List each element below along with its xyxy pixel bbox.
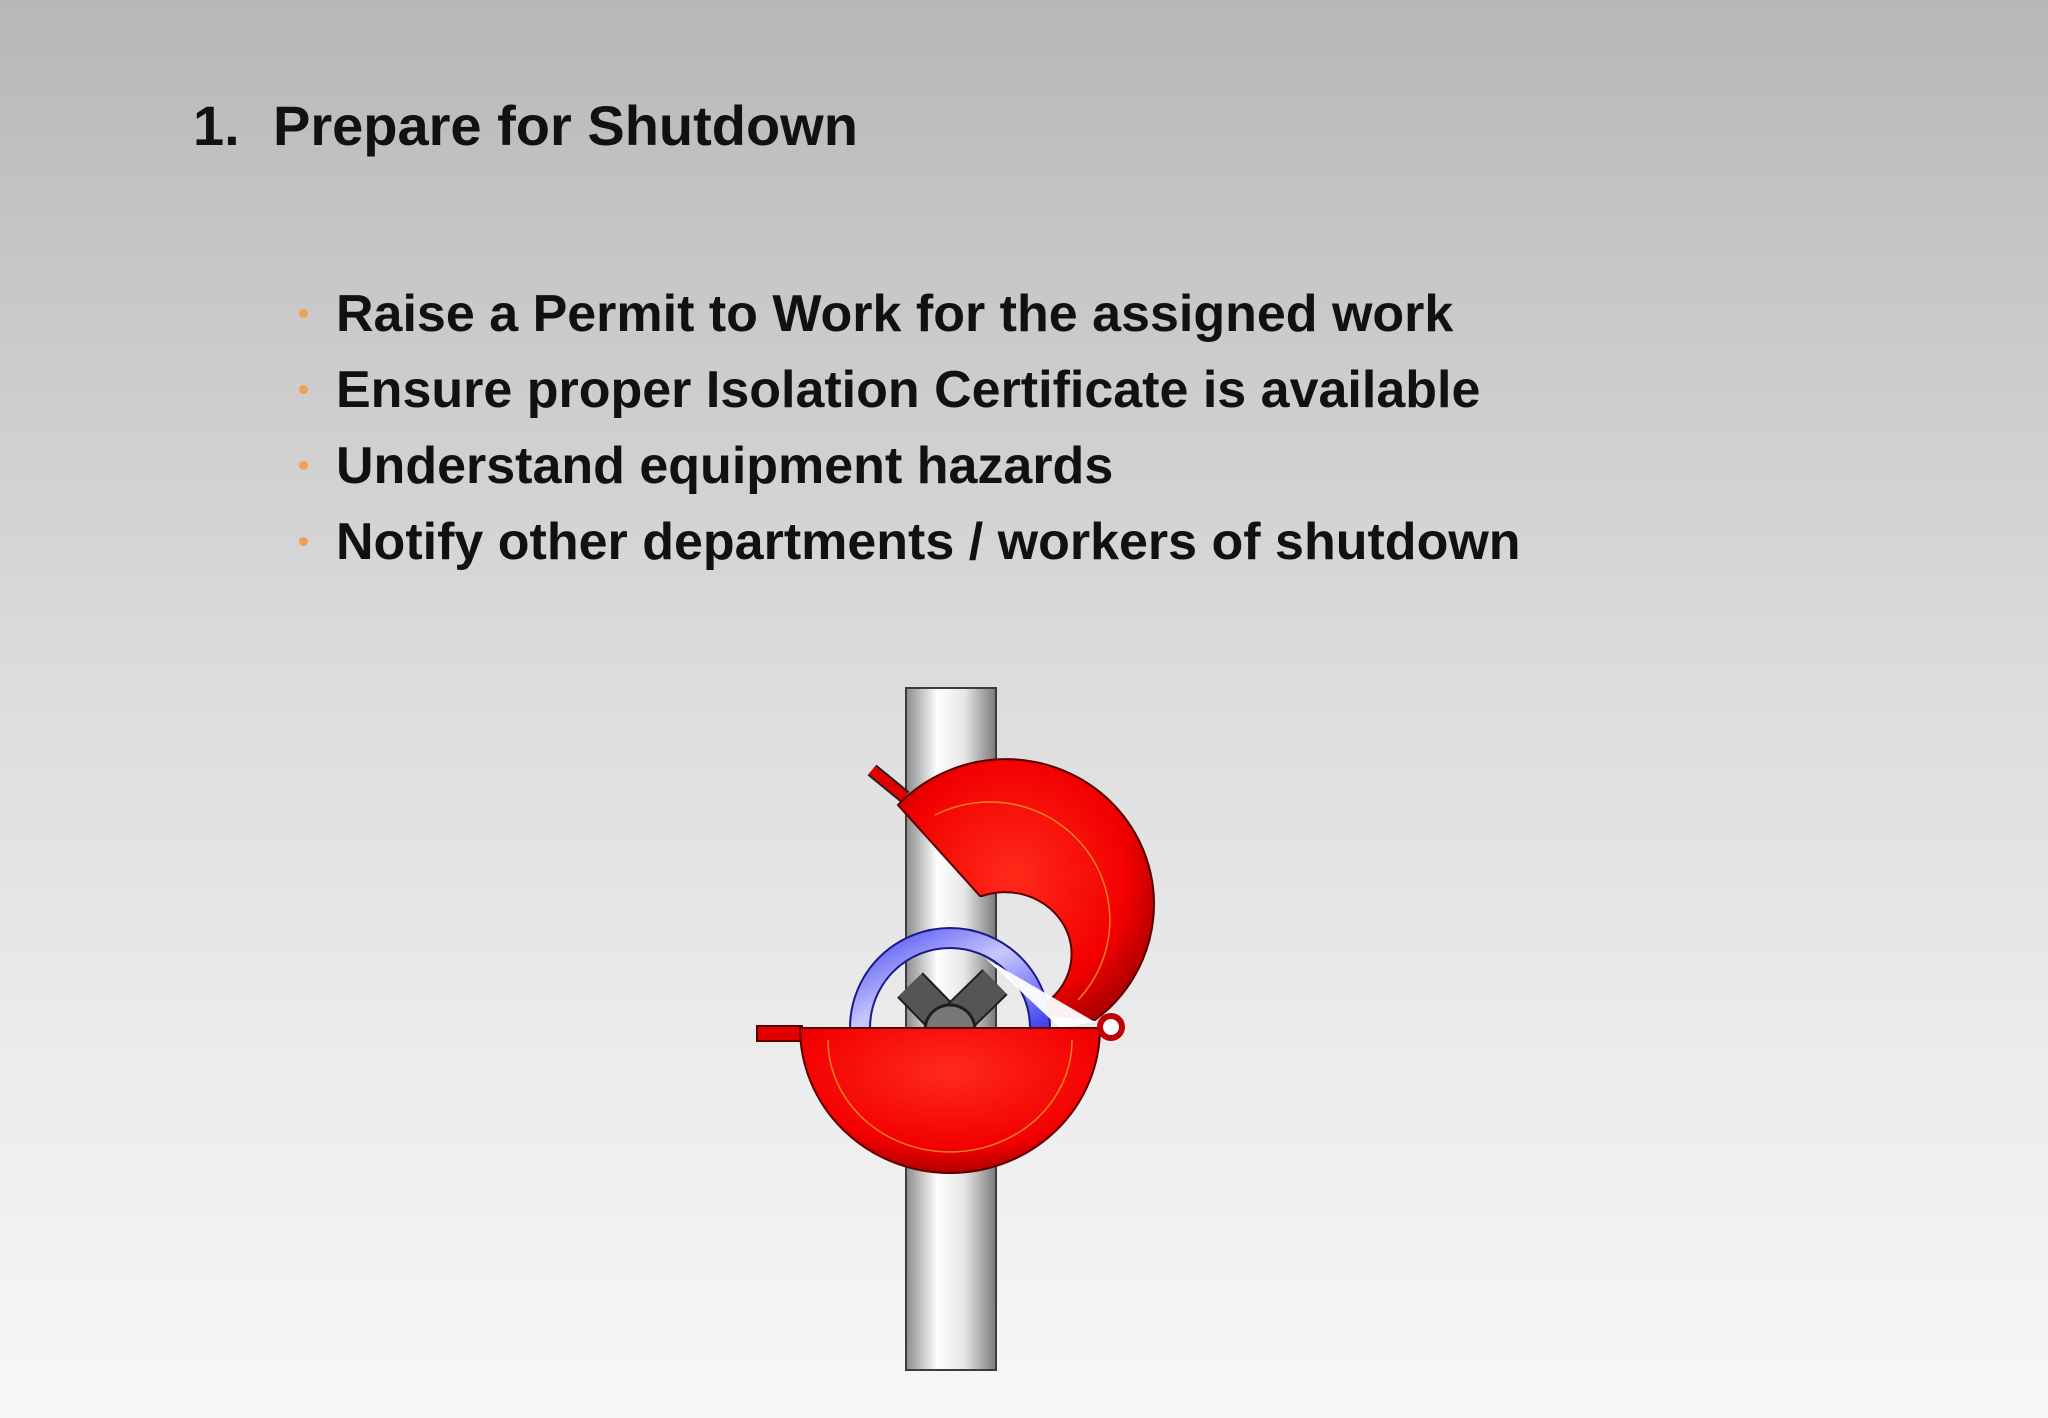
bullet-dot-icon (299, 385, 308, 394)
bullet-dot-icon (299, 461, 308, 470)
bullet-text: Understand equipment hazards (336, 437, 1114, 495)
slide-title-text: Prepare for Shutdown (273, 94, 858, 157)
bullet-text: Notify other departments / workers of shutdown (336, 513, 1521, 571)
bullet-list (290, 276, 1521, 580)
lockout-cover-bottom (757, 1026, 1100, 1173)
hinge-ring (1100, 1016, 1122, 1038)
slide-title (193, 86, 858, 166)
bullet-item (290, 428, 1521, 504)
bullet-item (290, 352, 1521, 428)
valve-lockout-icon (740, 680, 1160, 1380)
slide-number: 1. (193, 94, 240, 157)
bullet-text: Ensure proper Isolation Certificate is available (336, 361, 1481, 419)
bullet-dot-icon (299, 309, 308, 318)
bullet-text: Raise a Permit to Work for the assigned work (336, 285, 1454, 343)
bullet-item (290, 504, 1521, 580)
bullet-item (290, 276, 1521, 352)
bullet-dot-icon (299, 537, 308, 546)
